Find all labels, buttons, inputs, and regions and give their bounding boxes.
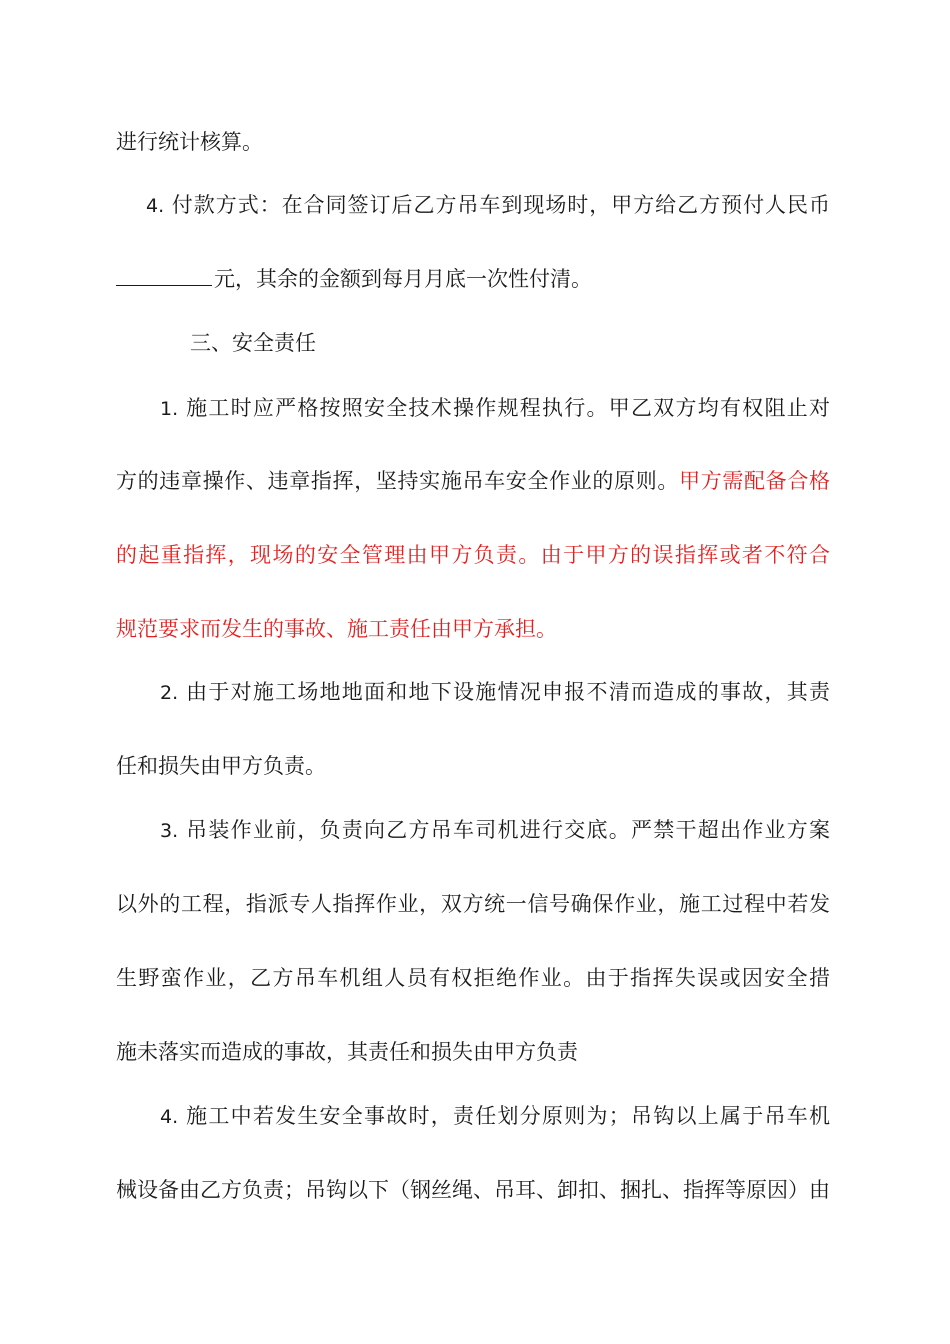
amount-blank <box>116 265 212 286</box>
safety-clause-line: 械设备由乙方负责；吊钩以下（钢丝绳、吊耳、卸扣、捆扎、指挥等原因）由 <box>116 1178 830 1202</box>
highlighted-line: 规范要求而发生的事故、施工责任由甲方承担。 <box>116 617 557 641</box>
clause-number: 2. <box>160 682 179 704</box>
clause-number: 4. <box>160 1106 179 1128</box>
safety-clause-line: 以外的工程，指派专人指挥作业，双方统一信号确保作业，施工过程中若发 <box>116 892 830 916</box>
safety-clause-line: 生野蛮作业，乙方吊车机组人员有权拒绝作业。由于指挥失误或因安全措 <box>116 966 830 990</box>
safety-clause-line: 施未落实而造成的事故，其责任和损失由甲方负责 <box>116 1040 578 1064</box>
safety-clause-line: 1. 施工时应严格按照安全技术操作规程执行。甲乙双方均有权阻止对 <box>160 396 831 420</box>
clause-number: 1. <box>160 398 179 420</box>
payment-clause-line: 4. 付款方式：在合同签订后乙方吊车到现场时，甲方给乙方预付人民币 <box>146 193 830 217</box>
payment-clause-line: 元，其余的金额到每月月底一次性付清。 <box>116 264 830 294</box>
clause-number: 4. <box>146 195 165 217</box>
section-title: 三、安全责任 <box>190 331 316 355</box>
safety-clause-line: 2. 由于对施工场地地面和地下设施情况申报不清而造成的事故，其责 <box>160 680 831 704</box>
highlighted-text: 甲方需配备合格 <box>679 469 830 493</box>
safety-clause-line: 方的违章操作、违章指挥，坚持实施吊车安全作业的原则。甲方需配备合格 <box>116 469 830 493</box>
highlighted-line: 的起重指挥，现场的安全管理由甲方负责。由于甲方的误指挥或者不符合 <box>116 543 830 567</box>
clause-number: 3. <box>160 820 179 842</box>
safety-clause-line: 4. 施工中若发生安全事故时，责任划分原则为；吊钩以上属于吊车机 <box>160 1104 831 1128</box>
safety-clause-line: 3. 吊装作业前，负责向乙方吊车司机进行交底。严禁干超出作业方案 <box>160 818 831 842</box>
safety-clause-line: 任和损失由甲方负责。 <box>116 754 326 778</box>
paragraph-line: 进行统计核算。 <box>116 130 263 154</box>
